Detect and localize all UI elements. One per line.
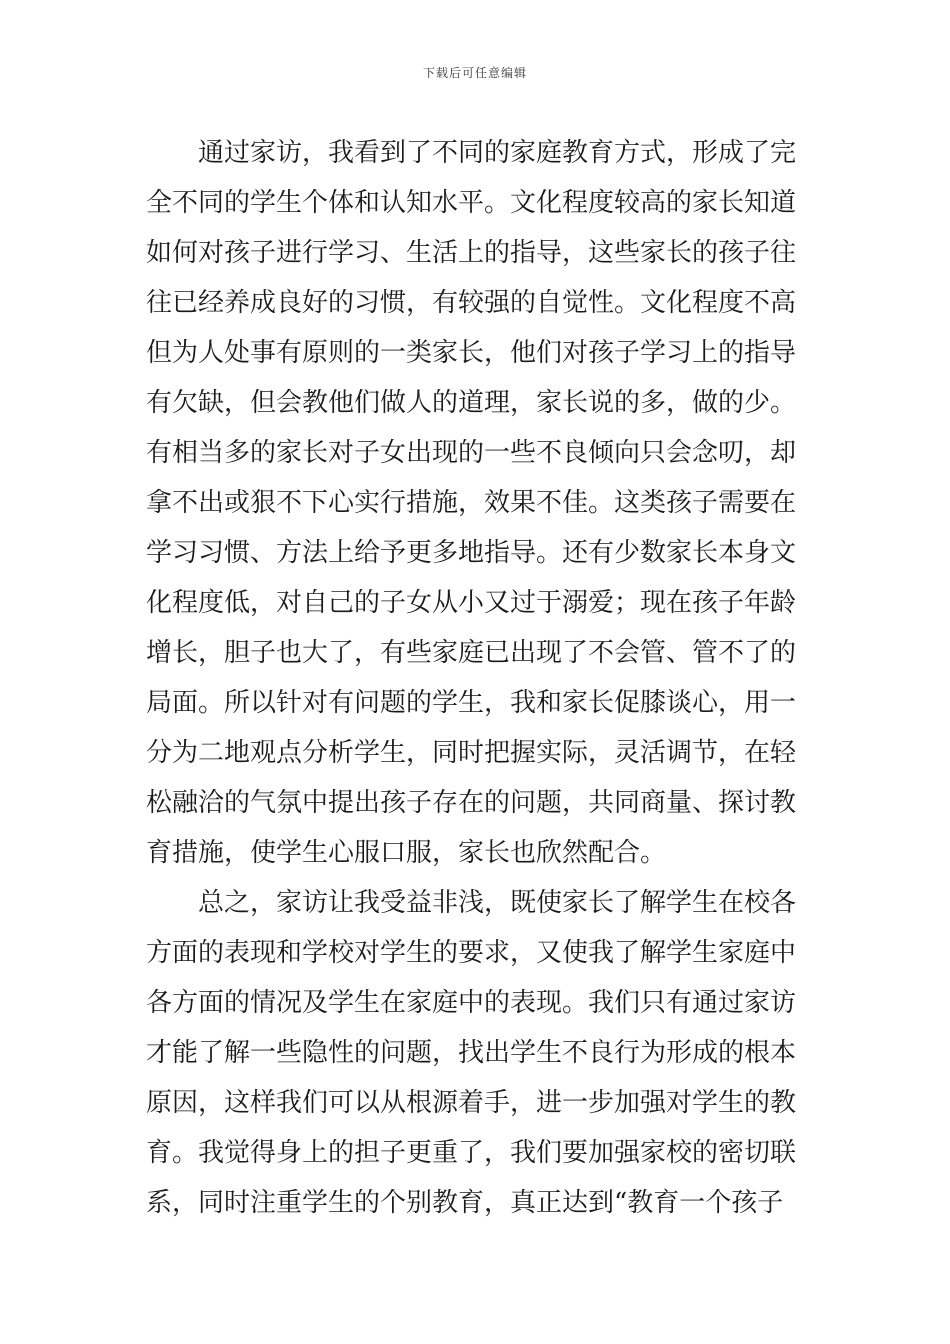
text-line: 但为人处事有原则的一类家长，他们对孩子学习上的指导 <box>146 338 797 368</box>
text-line: 各方面的情况及学生在家庭中的表现。我们只有通过家访 <box>146 988 797 1018</box>
text-line: 增长，胆子也大了，有些家庭已出现了不会管、管不了的 <box>146 638 797 668</box>
text-line: 拿不出或狠不下心实行措施，效果不佳。这类孩子需要在 <box>146 488 797 518</box>
text-line: 如何对孩子进行学习、生活上的指导，这些家长的孩子往 <box>146 238 797 268</box>
text-line: 有欠缺，但会教他们做人的道理，家长说的多，做的少。 <box>146 388 797 418</box>
text-line: 往已经养成良好的习惯，有较强的自觉性。文化程度不高 <box>146 288 797 318</box>
text-line: 育措施，使学生心服口服，家长也欣然配合。 <box>146 838 667 868</box>
page-header: 下载后可任意编辑 <box>422 66 527 80</box>
text-line: 原因，这样我们可以从根源着手，进一步加强对学生的教 <box>146 1088 797 1118</box>
text-line: 学习习惯、方法上给予更多地指导。还有少数家长本身文 <box>146 538 797 568</box>
text-line: 有相当多的家长对子女出现的一些不良倾向只会念叨，却 <box>146 438 797 468</box>
paragraph-1 <box>146 128 808 878</box>
text-line: 方面的表现和学校对学生的要求，又使我了解学生家庭中 <box>146 938 797 968</box>
text-line: 总之，家访让我受益非浅，既使家长了解学生在校各 <box>198 888 797 918</box>
text-line: 育。我觉得身上的担子更重了，我们要加强家校的密切联 <box>146 1138 797 1168</box>
text-line: 松融洽的气氛中提出孩子存在的问题，共同商量、探讨教 <box>146 788 797 818</box>
text-line: 化程度低，对自己的子女从小又过于溺爱；现在孩子年龄 <box>146 588 797 618</box>
document-body <box>146 128 808 1228</box>
text-line: 局面。所以针对有问题的学生，我和家长促膝谈心，用一 <box>146 688 797 718</box>
text-line: 分为二地观点分析学生，同时把握实际，灵活调节，在轻 <box>146 738 797 768</box>
text-line: 全不同的学生个体和认知水平。文化程度较高的家长知道 <box>146 188 797 218</box>
text-line: 才能了解一些隐性的问题，找出学生不良行为形成的根本 <box>146 1038 797 1068</box>
text-line: 通过家访，我看到了不同的家庭教育方式，形成了完 <box>198 138 797 168</box>
paragraph-2 <box>146 878 808 1228</box>
text-line: 系，同时注重学生的个别教育，真正达到“教育一个孩子 <box>146 1188 784 1218</box>
